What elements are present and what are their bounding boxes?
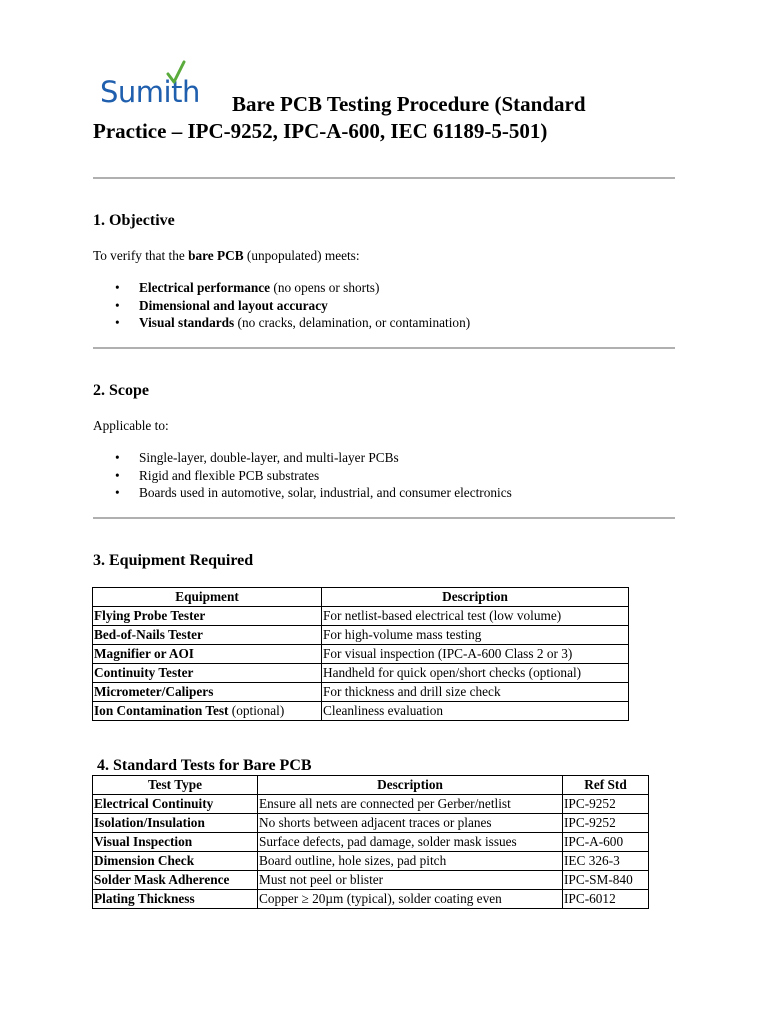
equipment-name-cell (93, 626, 322, 645)
column-header-test-type: Test Type (93, 776, 258, 795)
equipment-name: Bed-of-Nails Tester (94, 627, 203, 642)
list-item-bold: Dimensional and layout accuracy (139, 297, 328, 313)
table-row (93, 626, 629, 645)
intro-bold-text: bare PCB (188, 248, 244, 263)
table-row (93, 607, 629, 626)
equipment-name: Ion Contamination Test (94, 703, 229, 718)
table-row (93, 683, 629, 702)
ref-std-cell: IPC-A-600 (563, 833, 649, 852)
equipment-name: Magnifier or AOI (94, 646, 194, 661)
test-type-cell: Visual Inspection (93, 833, 258, 852)
intro-text-end: (unpopulated) meets: (243, 248, 360, 263)
divider (93, 517, 675, 519)
equipment-description-cell: Handheld for quick open/short checks (optional) (322, 664, 629, 683)
divider (93, 347, 675, 349)
test-type-cell: Dimension Check (93, 852, 258, 871)
objective-heading: 1. Objective (93, 212, 175, 229)
table-row (93, 852, 649, 871)
divider (93, 177, 675, 179)
equipment-description-cell: For high-volume mass testing (322, 626, 629, 645)
list-item: • Single-layer, double-layer, and multi-layer PCBs (93, 449, 512, 467)
ref-std-cell: IPC-SM-840 (563, 871, 649, 890)
table-row (93, 645, 629, 664)
ref-std-cell: IPC-9252 (563, 814, 649, 833)
standard-tests-table (92, 775, 649, 909)
objective-list (93, 279, 470, 332)
test-description-cell: Surface defects, pad damage, solder mask issues (258, 833, 563, 852)
title-line-2: Practice – IPC-9252, IPC-A-600, IEC 61189-5-501) (93, 119, 548, 143)
equipment-name-cell (93, 645, 322, 664)
tests-heading: 4. Standard Tests for Bare PCB (97, 757, 312, 774)
equipment-name-cell (93, 683, 322, 702)
test-description-cell: Board outline, hole sizes, pad pitch (258, 852, 563, 871)
ref-std-cell: IPC-9252 (563, 795, 649, 814)
test-description-cell: No shorts between adjacent traces or planes (258, 814, 563, 833)
list-item-bold: Electrical performance (139, 280, 271, 295)
list-item (93, 279, 470, 297)
ref-std-cell: IPC-6012 (563, 890, 649, 909)
test-type-cell: Solder Mask Adherence (93, 871, 258, 890)
test-description-cell: Must not peel or blister (258, 871, 563, 890)
test-type-cell: Isolation/Insulation (93, 814, 258, 833)
test-description-cell: Copper ≥ 20µm (typical), solder coating even (258, 890, 563, 909)
scope-heading: 2. Scope (93, 382, 149, 399)
table-header-row (93, 588, 629, 607)
table-row (93, 833, 649, 852)
equipment-name: Micrometer/Calipers (94, 684, 214, 699)
equipment-name: Continuity Tester (94, 665, 194, 680)
list-item: • Boards used in automotive, solar, industrial, and consumer electronics (93, 484, 512, 502)
equipment-name: Flying Probe Tester (94, 608, 206, 623)
equipment-note: (optional) (228, 703, 285, 718)
table-row (93, 871, 649, 890)
intro-text: To verify that the (93, 248, 189, 263)
equipment-description-cell: For visual inspection (IPC-A-600 Class 2 or 3) (322, 645, 629, 664)
equipment-description-cell: Cleanliness evaluation (322, 702, 629, 721)
checkmark-icon (164, 60, 188, 86)
list-item: • Rigid and flexible PCB substrates (93, 467, 512, 485)
logo-wordmark: Sumith (100, 75, 200, 109)
objective-intro (93, 247, 360, 264)
table-row (93, 702, 629, 721)
title-line-1: Bare PCB Testing Procedure (Standard (232, 92, 586, 116)
equipment-description-cell: For thickness and drill size check (322, 683, 629, 702)
equipment-description-cell: For netlist-based electrical test (low volume) (322, 607, 629, 626)
scope-intro: Applicable to: (93, 418, 169, 433)
list-item-bold: Visual standards (139, 315, 235, 330)
column-header-ref-std: Ref Std (563, 776, 649, 795)
ref-std-cell: IEC 326-3 (563, 852, 649, 871)
scope-list (93, 449, 512, 502)
list-item-rest: (no opens or shorts) (270, 280, 380, 295)
equipment-name-cell (93, 702, 322, 721)
table-header-row (93, 776, 649, 795)
column-header-equipment: Equipment (93, 588, 322, 607)
table-row (93, 795, 649, 814)
equipment-heading: 3. Equipment Required (93, 552, 254, 569)
table-row (93, 664, 629, 683)
test-type-cell: Electrical Continuity (93, 795, 258, 814)
test-description-cell: Ensure all nets are connected per Gerber/netlist (258, 795, 563, 814)
table-row (93, 814, 649, 833)
list-item (93, 314, 470, 332)
equipment-name-cell (93, 664, 322, 683)
list-item (93, 297, 470, 315)
column-header-description: Description (322, 588, 629, 607)
equipment-name-cell (93, 607, 322, 626)
list-item-rest: (no cracks, delamination, or contamination) (234, 315, 471, 330)
equipment-table (92, 587, 629, 721)
document-title (93, 91, 693, 145)
table-row (93, 890, 649, 909)
test-type-cell: Plating Thickness (93, 890, 258, 909)
column-header-description: Description (258, 776, 563, 795)
